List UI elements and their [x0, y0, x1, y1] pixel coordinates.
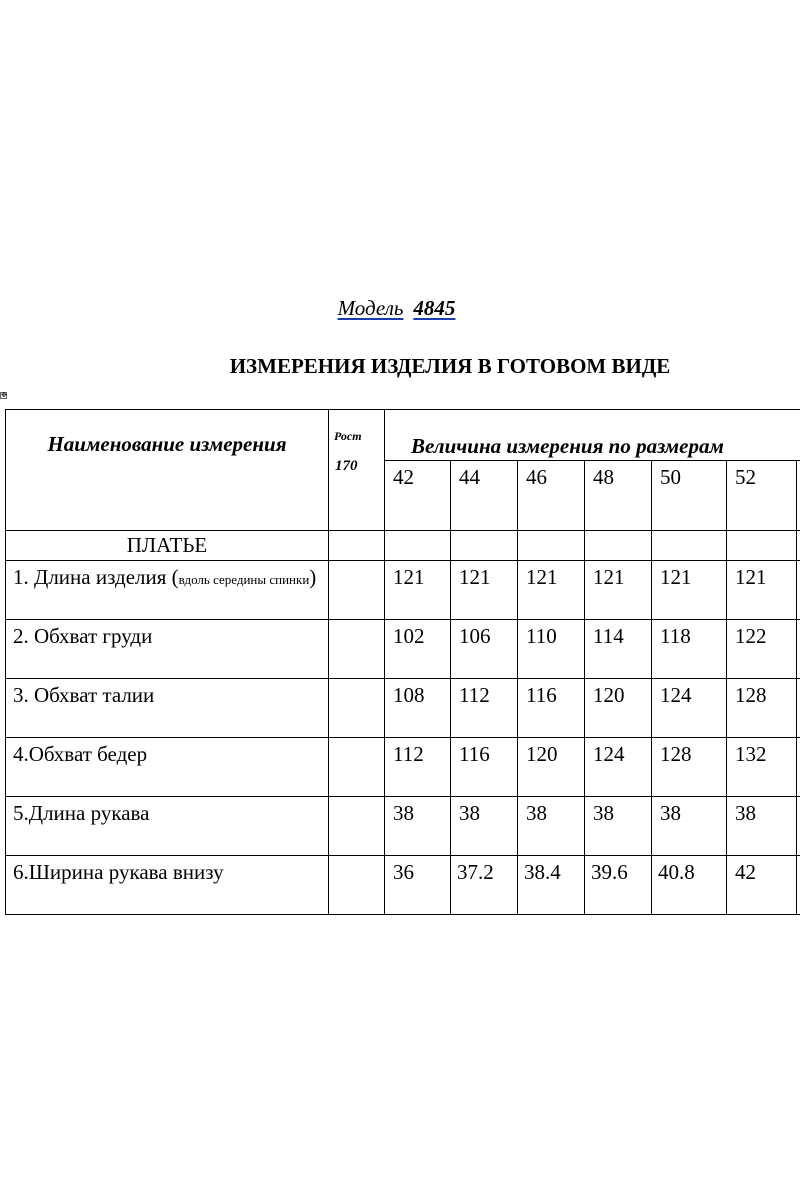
- value-cell-extra: [797, 738, 800, 797]
- value-cell: 38: [451, 797, 518, 856]
- height-value: 170: [335, 458, 358, 475]
- height-cell: [329, 620, 385, 679]
- value-cell: 38: [652, 797, 727, 856]
- model-heading: [0, 296, 793, 321]
- value-cell: 124: [585, 738, 652, 797]
- size-header: 50: [652, 461, 727, 531]
- header-sizes: Величина измерения по размерам: [385, 410, 800, 461]
- value-cell: 39.6: [585, 856, 652, 915]
- size-header: 52: [727, 461, 797, 531]
- value-cell: 37.2: [451, 856, 518, 915]
- value-cell: 128: [727, 679, 797, 738]
- value-cell: 122: [727, 620, 797, 679]
- value-cell: 108: [385, 679, 451, 738]
- value-cell: 120: [518, 738, 585, 797]
- table-row: [6, 797, 800, 856]
- empty-cell: [451, 531, 518, 561]
- section-title: ПЛАТЬЕ: [6, 531, 329, 561]
- empty-cell: [329, 531, 385, 561]
- table-row: [6, 679, 800, 738]
- height-label: Рост: [334, 429, 362, 443]
- value-cell: 112: [451, 679, 518, 738]
- model-number: 4845: [413, 296, 456, 320]
- value-cell: 38: [385, 797, 451, 856]
- table-row: [6, 738, 800, 797]
- size-header: 46: [518, 461, 585, 531]
- table-row: [6, 856, 800, 915]
- value-cell: 121: [727, 561, 797, 620]
- value-cell: 38: [518, 797, 585, 856]
- empty-cell: [652, 531, 727, 561]
- table-move-handle-icon[interactable]: ✥: [1, 391, 7, 399]
- size-header: 48: [585, 461, 652, 531]
- measurement-name: 6.Ширина рукава внизу: [6, 856, 329, 915]
- value-cell: 116: [451, 738, 518, 797]
- value-cell: 120: [585, 679, 652, 738]
- table-row: [6, 620, 800, 679]
- table-row: [6, 561, 800, 620]
- measurement-name: 2. Обхват груди: [6, 620, 329, 679]
- value-cell: 132: [727, 738, 797, 797]
- value-cell: 121: [652, 561, 727, 620]
- header-measurement-name: Наименование измерения: [6, 410, 329, 531]
- value-cell: 128: [652, 738, 727, 797]
- height-cell: [329, 797, 385, 856]
- size-header: 44: [451, 461, 518, 531]
- value-cell: 38: [727, 797, 797, 856]
- measurements-table: [5, 409, 800, 915]
- value-cell: 121: [585, 561, 652, 620]
- value-cell: 118: [652, 620, 727, 679]
- value-cell: 40.8: [652, 856, 727, 915]
- value-cell: 38: [585, 797, 652, 856]
- value-cell: 110: [518, 620, 585, 679]
- value-cell: 114: [585, 620, 652, 679]
- value-cell: 121: [451, 561, 518, 620]
- value-cell: 116: [518, 679, 585, 738]
- document-title: ИЗМЕРЕНИЯ ИЗДЕЛИЯ В ГОТОВОМ ВИДЕ: [229, 354, 671, 378]
- value-cell-extra: [797, 797, 800, 856]
- value-cell: 112: [385, 738, 451, 797]
- value-cell: 38.4: [518, 856, 585, 915]
- measurement-name: 3. Обхват талии: [6, 679, 329, 738]
- empty-cell: [518, 531, 585, 561]
- height-cell: [329, 679, 385, 738]
- value-cell-extra: [797, 561, 800, 620]
- model-label: Модель: [337, 296, 404, 320]
- height-cell: [329, 561, 385, 620]
- measurement-name: 5.Длина рукава: [6, 797, 329, 856]
- measurement-name: 1. Длина изделия (вдоль середины спинки): [6, 561, 329, 620]
- value-cell: 106: [451, 620, 518, 679]
- value-cell-extra: [797, 620, 800, 679]
- value-cell-extra: [797, 856, 800, 915]
- size-header-extra: [797, 461, 800, 531]
- value-cell: 102: [385, 620, 451, 679]
- value-cell: 121: [518, 561, 585, 620]
- empty-cell: [585, 531, 652, 561]
- empty-cell: [385, 531, 451, 561]
- height-cell: [329, 738, 385, 797]
- value-cell: 36: [385, 856, 451, 915]
- value-cell-extra: [797, 679, 800, 738]
- empty-cell: [797, 531, 800, 561]
- empty-cell: [727, 531, 797, 561]
- measurement-name: 4.Обхват бедер: [6, 738, 329, 797]
- header-height: [329, 410, 385, 531]
- value-cell: 124: [652, 679, 727, 738]
- value-cell: 42: [727, 856, 797, 915]
- size-header: 42: [385, 461, 451, 531]
- measurement-note: вдоль середины спинки: [178, 572, 310, 587]
- value-cell: 121: [385, 561, 451, 620]
- height-cell: [329, 856, 385, 915]
